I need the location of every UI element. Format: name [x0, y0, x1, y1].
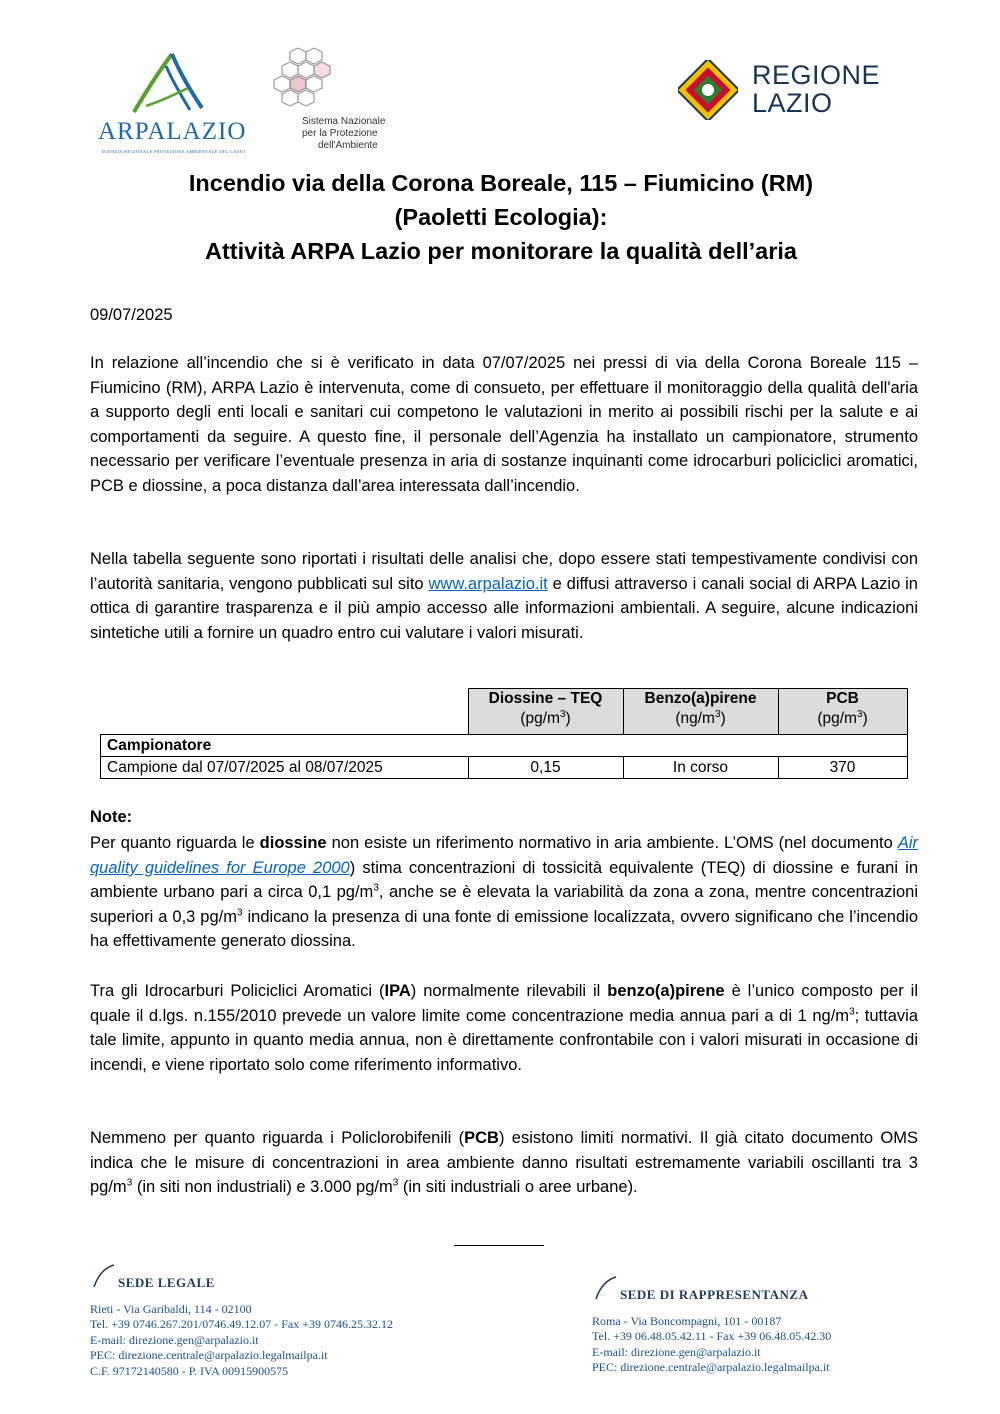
note-pcb-paragraph — [90, 1126, 918, 1200]
column-unit: (pg/m — [520, 710, 560, 727]
footer-line: E-mail: direzione.gen@arpalazio.it — [592, 1344, 761, 1359]
column-name: Diossine – TEQ — [488, 690, 603, 707]
group-label-cell — [101, 735, 908, 757]
bold-term: benzo(a)pirene — [607, 982, 725, 1000]
results-table — [100, 688, 908, 779]
table-row — [101, 757, 908, 779]
column-header-pcb — [778, 689, 907, 735]
footer-line: Rieti - Via Garibaldi, 114 - 02100 — [90, 1301, 252, 1316]
unit-exponent: 3 — [373, 882, 379, 894]
footer-heading-text: SEDE LEGALE — [118, 1275, 215, 1290]
note-ipa-paragraph — [90, 979, 918, 1077]
footer-line: Tel. +39 06.48.05.42.11 - Fax +39 06.48.05.42.30 — [592, 1329, 832, 1343]
text-run: Per quanto riguarda le — [90, 834, 260, 852]
arpa-logo-tagline: AGENZIA REGIONALE PROTEZIONE AMBIENTALE DEL LAZIO — [100, 149, 246, 154]
text-run: ) stima concentrazioni di tossicità equivalente (TEQ) di diossine e furani in ambiente urbano pari a circa 0,1 pg/m — [90, 858, 918, 902]
column-name: Benzo(a)pirene — [644, 690, 757, 707]
unit-close: ) — [565, 710, 571, 727]
text-run: e diffusi attraverso i canali social di ARPA Lazio in ottica di garantire trasparenza e il più ampio accesso alle informazioni ambientali. A seguire, alcune indicazioni sintetiche utili a fornire un quadro entro cui valutare i valori misurati. — [90, 574, 918, 642]
footer-line: C.F. 97172140580 - P. IVA 00915900575 — [90, 1363, 289, 1378]
title-line-3: Attività ARPA Lazio per monitorare la qualità dell’aria — [205, 238, 797, 264]
arpa-lazio-logo — [94, 48, 254, 160]
column-header-diossine — [468, 689, 623, 735]
snpa-line-3: dell'Ambiente — [318, 140, 378, 151]
snpa-line-1: Sistema Nazionale — [302, 116, 386, 127]
text-run: ; tuttavia tale limite, appunto in quanto media annua, non è direttamente confrontabile con i valori misurati in occasione di incendi, e viene riportato solo come riferimento informativo. — [90, 1006, 918, 1074]
unit-exponent: 3 — [126, 1177, 133, 1189]
bold-term: diossine — [259, 834, 327, 852]
text-run: ) esistono limiti normativi. Il già citato documento OMS indica che le misure di concentrazioni in area ambiente danno risultati estremamente variabili oscillanti tra 3 pg/m — [90, 1129, 918, 1197]
text-run: (in siti non industriali) e 3.000 pg/m — [132, 1178, 393, 1197]
value-pcb: 370 — [778, 757, 907, 779]
title-line-1: Incendio via della Corona Boreale, 115 – Fiumicino (RM) — [188, 170, 814, 196]
footer-divider — [454, 1245, 544, 1246]
footer-heading-text: SEDE DI RAPPRESENTANZA — [620, 1287, 809, 1302]
regione-lazio-emblem-icon — [678, 60, 738, 120]
footer-line: PEC: direzione.centrale@arpalazio.legalmailpa.it — [592, 1360, 830, 1374]
page-title — [90, 166, 912, 268]
table-group-row — [101, 735, 908, 757]
snpa-logo — [266, 44, 441, 156]
table-empty-header-cell — [101, 689, 469, 735]
arpa-a-mark-icon — [94, 48, 254, 118]
text-run: non esiste un riferimento normativo in aria ambiente. L’OMS (nel documento — [326, 834, 898, 852]
footer-sede-legale — [90, 1275, 393, 1379]
text-run: ) normalmente rilevabili il — [410, 982, 608, 1000]
unit-exponent: 3 — [714, 708, 721, 720]
column-name: PCB — [826, 690, 859, 707]
table-intro-paragraph — [90, 547, 918, 645]
bold-term: PCB — [464, 1129, 499, 1147]
arpa-logo-word: ARPALAZIO — [98, 118, 247, 145]
bold-term: IPA — [384, 982, 411, 1000]
text-run: (in siti industriali o aree urbane). — [398, 1178, 638, 1197]
title-line-2: (Paoletti Ecologia): — [394, 204, 608, 230]
value-diossine: 0,15 — [468, 757, 623, 779]
column-header-benzo — [623, 689, 778, 735]
unit-exponent: 3 — [236, 907, 243, 919]
intro-paragraph: In relazione all’incendio che si è verificato in data 07/07/2025 nei pressi di via della Corona Boreale 115 – Fiumicino (RM), ARPA Lazio è intervenuta, come di consueto, per effettuare il monitoraggio della qualità dell'aria a supporto degli enti locali e sanitari cui competono le valutazioni in merito ai possibili rischi per la salute e ai comportamenti da seguire. A questo fine, il personale dell’Agenzia ha installato un campionatore, strumento necessario per verificare l’eventuale presenza in aria di sostanze inquinanti come idrocarburi policiclici aromatici, PCB e diossine, a poca distanza dall’area interessata dall’incendio. — [90, 354, 918, 495]
document-date: 09/07/2025 — [90, 306, 173, 324]
footer-line: E-mail: direzione.gen@arpalazio.it — [90, 1332, 259, 1347]
regione-lazio-logo — [678, 58, 908, 120]
lazio-logo-line-1: REGIONE — [752, 60, 881, 90]
unit-exponent: 3 — [856, 708, 863, 720]
notes-heading: Note: — [90, 808, 133, 826]
footer-left-heading — [90, 1275, 393, 1291]
footer-line: Roma - Via Boncompagni, 101 - 00187 — [592, 1313, 782, 1328]
swash-icon — [592, 1275, 618, 1301]
footer-sede-rappresentanza — [592, 1287, 831, 1376]
swash-icon — [90, 1263, 116, 1289]
who-guidelines-link[interactable]: Air quality guidelines for Europe 2000 — [90, 834, 918, 877]
row-label-cell: Campione dal 07/07/2025 al 08/07/2025 — [101, 757, 469, 779]
unit-close: ) — [720, 710, 726, 727]
snpa-line-2: per la Protezione — [302, 128, 378, 139]
text-run: Nemmeno per quanto riguarda i Policlorobifenili ( — [90, 1129, 465, 1147]
note-diossine-paragraph — [90, 831, 918, 954]
footer-right-heading — [592, 1287, 831, 1303]
unit-exponent: 3 — [559, 708, 566, 720]
text-run: Nella tabella seguente sono riportati i risultati delle analisi che, dopo essere stati tempestivamente condivisi con l’autorità sanitaria, vengono pubblicati sul sito — [90, 550, 918, 593]
text-run: , anche se è elevata la variabilità da zona a zona, mentre concentrazioni superiori a 0,3 pg/m — [90, 883, 918, 926]
unit-exponent: 3 — [849, 1006, 855, 1018]
column-unit: (ng/m — [675, 710, 715, 727]
hexagon-network-icon — [270, 46, 350, 126]
lazio-logo-line-2: LAZIO — [752, 88, 833, 118]
unit-exponent: 3 — [392, 1177, 399, 1189]
table-header-row — [101, 689, 908, 735]
unit-close: ) — [862, 710, 868, 727]
text-run: indicano la presenza di una fonte di emissione localizzata, ovvero significano che l’incendio ha effettivamente generato diossina. — [90, 907, 919, 951]
text-run: è l’unico composto per il quale il d.lgs. n.155/2010 prevede un valore limite come concentrazione media annua pari a di 1 ng/m — [90, 982, 918, 1025]
column-unit: (pg/m — [817, 710, 857, 727]
arpalazio-website-link[interactable]: www.arpalazio.it — [428, 574, 548, 593]
text-run: Tra gli Idrocarburi Policiclici Aromatici ( — [90, 982, 385, 1000]
value-benzo: In corso — [623, 757, 778, 779]
footer-line: PEC: direzione.centrale@arpalazio.legalmailpa.it — [90, 1348, 328, 1362]
footer-line: Tel. +39 0746.267.201/0746.49.12.07 - Fax +39 0746.25.32.12 — [90, 1317, 394, 1331]
group-label: Campionatore — [107, 736, 212, 754]
